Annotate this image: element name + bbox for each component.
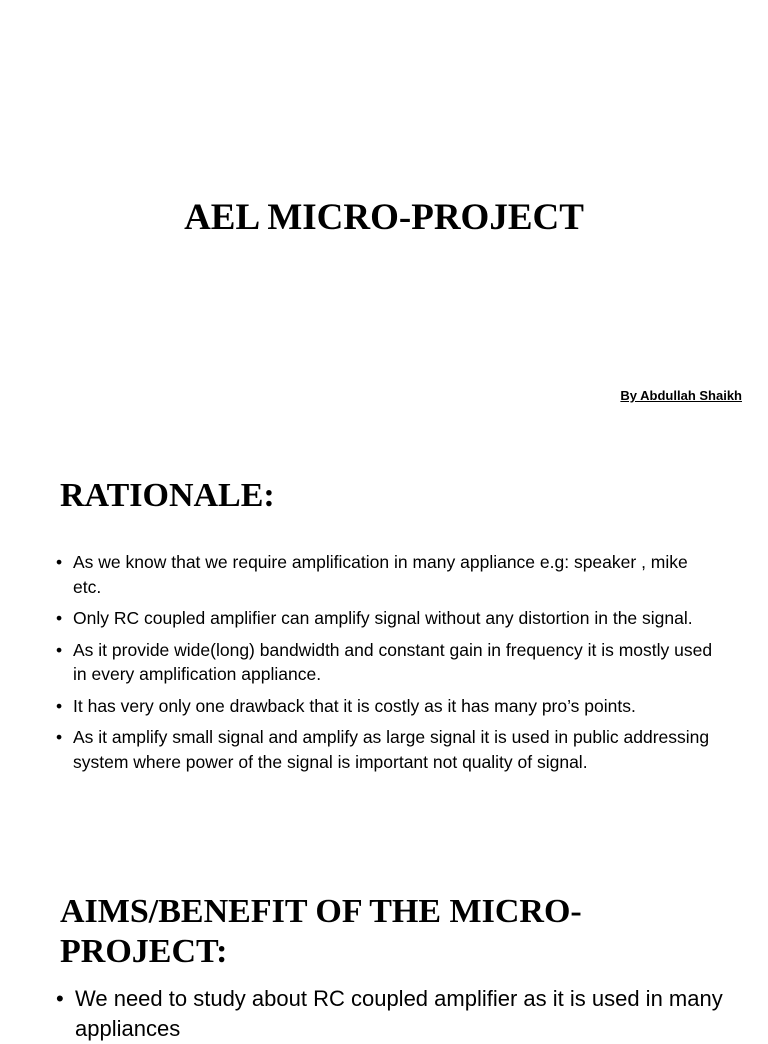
page-title: AEL MICRO-PROJECT bbox=[184, 197, 584, 238]
list-item bbox=[56, 606, 716, 631]
list-item bbox=[56, 638, 716, 687]
list-item-text: We need to study about RC coupled amplifier as it is used in many appliances bbox=[75, 986, 723, 1041]
list-item bbox=[56, 984, 736, 1044]
bullet-icon: • bbox=[56, 727, 63, 747]
bullet-icon: • bbox=[56, 986, 64, 1011]
author-credit: By Abdullah Shaikh bbox=[620, 388, 742, 403]
bullet-icon: • bbox=[56, 695, 63, 716]
list-item bbox=[56, 550, 716, 599]
list-item-text: It has very only one drawback that it is costly as it has many pro’s points. bbox=[73, 695, 636, 716]
list-item-text: As we know that we require amplification in many appliance e.g: speaker , mike etc. bbox=[73, 552, 688, 597]
bullet-icon: • bbox=[56, 608, 63, 628]
rationale-list bbox=[56, 550, 716, 781]
rationale-heading: RATIONALE: bbox=[60, 477, 275, 514]
list-item-text: As it amplify small signal and amplify as large signal it is used in public addressing system where power of the signal is important not quality of signal. bbox=[73, 727, 710, 772]
bullet-icon: • bbox=[56, 552, 63, 572]
list-item-text: Only RC coupled amplifier can amplify signal without any distortion in the signal. bbox=[73, 608, 693, 628]
list-item bbox=[56, 694, 716, 719]
aims-list bbox=[56, 984, 736, 1044]
list-item bbox=[56, 725, 716, 774]
list-item-text: As it provide wide(long) bandwidth and constant gain in frequency it is mostly used in every amplification appliance. bbox=[73, 639, 713, 684]
bullet-icon: • bbox=[56, 639, 63, 660]
aims-heading: AIMS/BENEFIT OF THE MICRO-PROJECT: bbox=[60, 893, 582, 970]
